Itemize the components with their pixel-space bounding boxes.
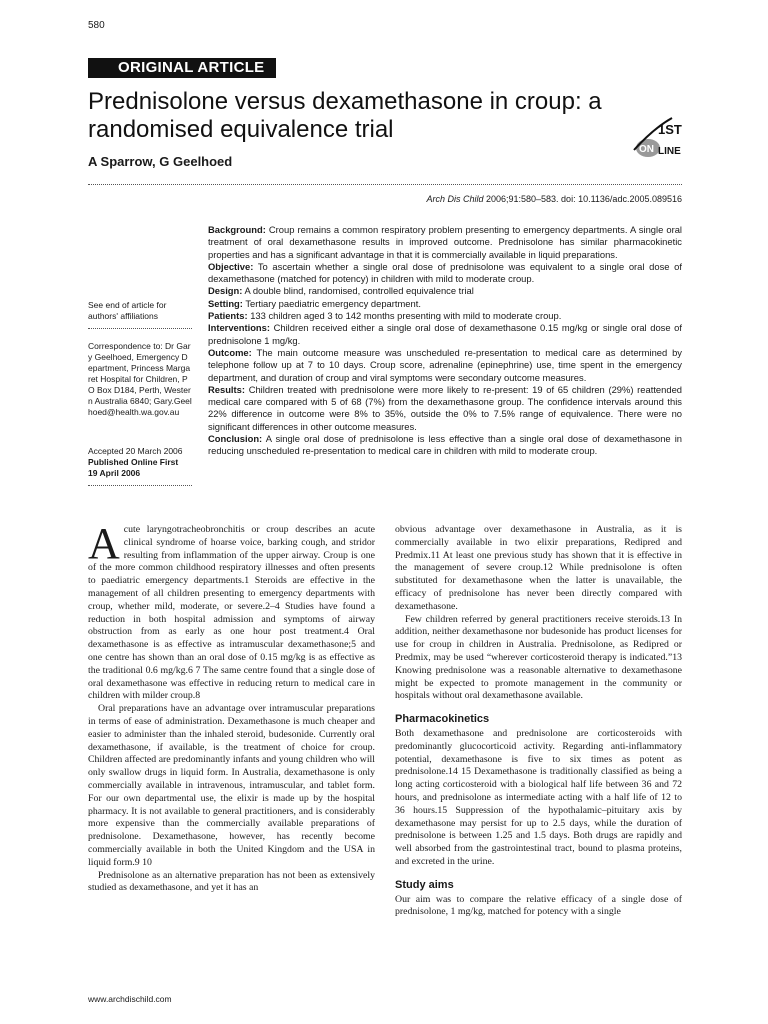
first-online-badge xyxy=(628,110,684,172)
citation-details: 2006;91:580–583. doi: 10.1136/adc.2005.089516 xyxy=(485,194,682,204)
section-heading-pharmacokinetics: Pharmacokinetics xyxy=(395,713,490,726)
body-paragraph: obvious advantage over dexamethasone in Australia, as it is commercially available in two elixir preparations, Redipred and Predmix.11 At least one previous study has shown that it is effective in the management of severe croup.12 While prednisolone is often substituted for dexamethasone when the latter is unavailable, the efficacy of prednisolone has never been directly compared with dexamethasone. xyxy=(395,524,682,612)
drop-cap: A xyxy=(88,519,120,568)
abstract-objective: Objective: To ascertain whether a single oral dose of prednisolone was equivalent to a single oral dose of dexamethasone (matched for potency) in children with mild to moderate croup. xyxy=(208,260,682,285)
article-title: Prednisolone versus dexamethasone in croup: a randomised equivalence trial xyxy=(88,88,602,143)
body-paragraph: Few children referred by general practitioners receive steroids.13 In addition, neither dexamethasone nor budesonide has product licenses for use for croup in children in Australia. Prednisolone, as Redipred or Predmix, may be used “wherever corticosteroid therapy is indicated.”13 Knowing prednisolone was a reasonable alternative to dexamethasone might be expected to promote management in the community or hospitals without oral dexamethasone available. xyxy=(395,613,682,702)
sidebar-divider xyxy=(88,485,192,486)
badge-top-text: 1ST xyxy=(658,122,682,137)
citation-line xyxy=(426,194,682,204)
body-paragraph: Both dexamethasone and prednisolone are corticosteroids with predominantly glucocorticoid activity. Regarding anti-inflammatory potential, dexamethasone is five to six times as potent as prednisolone.14 15 Dexamethasone is traditionally classified as being a long acting corticosteroid with a biological half life between 36 and 72 hours, and prednisolone as intermediate acting with a half life of 12 to 36 hours.15 Suppression of the hypothalamic–pituitary axis by dexamethasone may persist for up to 2.5 days, while the duration of prednisolone is between 1.25 and 1.5 days. Both drugs are rapidly and well absorbed from the gastrointestinal tract, bound to plasma proteins, and excreted in the urine. xyxy=(395,727,682,867)
badge-prefix-text: ON xyxy=(639,144,654,155)
abstract-design: Design: A double blind, randomised, controlled equivalence trial xyxy=(208,285,474,297)
badge-bottom-text: LINE xyxy=(658,146,681,157)
body-paragraph: Oral preparations have an advantage over intramuscular preparations in terms of ease of administration. Dexamethasone is much cheaper and easier to administer than the inhaled steroid, budesonide. Currently oral dexamethasone, if available, is the treatment of choice for croup. Children affected are predominantly infants and young children who will only swallow drugs in liquid form. In Australia, dexamethasone is only commercially available in intravenous, intramuscular, and tablet form. For our own departmental use, the elixir is made up by the hospital pharmacy. It is not available to general practitioners, and is considerably more expensive than the commercially available preparations of prednisolone. Dexamethasone, however, has recently become commercially available in both the United Kingdom and the USA in liquid form.9 10 xyxy=(88,703,375,868)
correspondence-block xyxy=(88,341,192,418)
abstract-conclusion: Conclusion: A single oral dose of prednisolone is less effective than a single oral dose of dexamethasone in reducing unscheduled re-presentation to medical care in children with mild to moderate croup. xyxy=(208,433,682,457)
affiliations-text: See end of article for authors' affiliations xyxy=(88,300,167,321)
sidebar-divider xyxy=(88,328,192,329)
abstract-background: Background: Croup remains a common respiratory problem presenting to emergency departments. A single oral treatment of oral dexamethasone results in improved outcome. Prednisolone has similar pharmacokinetic properties and has a significant advantage in that it is commercially available in liquid preparations. xyxy=(208,224,682,260)
section-banner: ORIGINAL ARTICLE xyxy=(88,58,276,78)
abstract-results: Results: Children treated with prednisolone were more likely to re-present: 19 of 65 children (29%) reattended medical care compared with 5 of 68 (7%) from the dexamethasone group. The confidence intervals around this 22% difference in outcome were 8% to 35%, outside the 0% to 7.5% range of equivalence. There were no significant differences in other outcome measures. xyxy=(208,383,682,432)
body-paragraph: Our aim was to compare the relative efficacy of a single dose of prednisolone, 1 mg/kg, matched for potency with a single xyxy=(395,893,682,918)
affiliations-note xyxy=(88,300,192,329)
abstract xyxy=(208,224,682,458)
abstract-outcome: Outcome: The main outcome measure was unscheduled re-presentation to medical care as determined by telephone follow up at 7 to 10 days. Croup score, adrenaline (epinephrine) use, time spent in the emergency department, and duration of croup and viral symptoms were secondary outcome measures. xyxy=(208,346,682,383)
accepted-date: Accepted 20 March 2006 xyxy=(88,446,183,456)
body-right-column xyxy=(395,524,682,919)
body-paragraph: Prednisolone as an alternative preparation has not been as extensively studied as dexamethasone, and yet it has an xyxy=(88,869,375,894)
body-paragraph: Acute laryngotracheobronchitis or croup describes an acute clinical syndrome of hoarse voice, barking cough, and stridor resulting from inflammation of the upper airway. Croup is one of the more common childhood respiratory illnesses and often presents to paediatric emergency departments.1 Steroids are effective in the management of all children presenting to emergency departments with croup, whether mild, moderate, or severe.2–4 Studies have found a reduction in both hospital admission and symptoms of airway obstruction from as early as one hour post treatment.4 Oral dexamethasone is as effective as intramuscular dexamethasone;5 and one centre has shown than an oral dose of 0.15 mg/kg is as effective as the traditional 0.6 mg/kg.6 7 The same centre found that a single dose of oral dexamethasone was effective in reducing return to medical care in children with milder croup.8 xyxy=(88,519,375,702)
journal-name: Arch Dis Child xyxy=(426,194,484,204)
body-left-column xyxy=(88,519,375,895)
publication-dates xyxy=(88,446,192,486)
journal-website: www.archdischild.com xyxy=(88,994,172,1004)
correspondence-text: Correspondence to: Dr Gary Geelhoed, Emergency Department, Princess Margaret Hospital for Children, PO Box D184, Perth, Western Australia 6840; Gary.Geelhoed@health.wa.gov.au xyxy=(88,341,192,417)
published-online-date: Published Online First 19 April 2006 xyxy=(88,457,179,478)
author-list: A Sparrow, G Geelhoed xyxy=(88,154,233,169)
page-number: 580 xyxy=(88,20,105,31)
section-heading-study-aims: Study aims xyxy=(395,878,454,891)
abstract-interventions: Interventions: Children received either a single oral dose of dexamethasone 0.15 mg/kg or single oral dose of prednisolone 1 mg/kg. xyxy=(208,322,682,346)
abstract-patients: Patients: 133 children aged 3 to 142 months presenting with mild to moderate croup. xyxy=(208,310,562,322)
header-divider xyxy=(88,184,682,185)
abstract-setting: Setting: Tertiary paediatric emergency department. xyxy=(208,297,421,309)
first-online-logo-icon xyxy=(628,110,684,172)
